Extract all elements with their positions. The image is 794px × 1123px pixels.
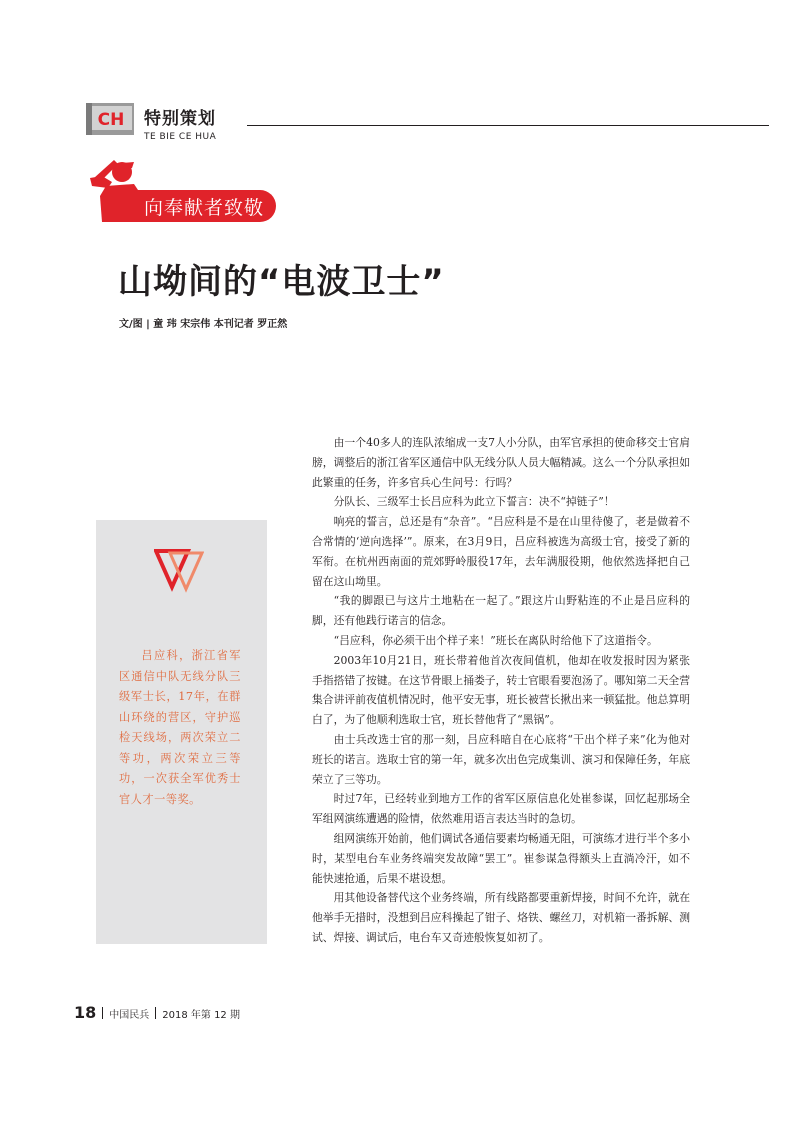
article-title: 山坳间的“电波卫士” <box>118 262 445 302</box>
paragraph: 分队长、三级军士长吕应科为此立下誓言：决不“掉链子”！ <box>333 495 615 509</box>
paragraph: 用其他设备替代这个业务终端，所有线路都要重新焊接，时间不允许，就在他举手无措时，没想到吕应科操起了钳子、烙铁、螺丝刀，对机箱一番拆解、测试、焊接、调试后，电台车又奇迹般恢复如初了。 <box>312 891 690 944</box>
paragraph: 响亮的誓言，总还是有“杂音”。“吕应科是不是在山里待傻了，老是做着不合常情的‘逆向选择’”。原来，在3月9日，吕应科被选为高级士官，接受了新的军衔。在杭州西南面的荒郊野岭服役17年，去年满服役期，他依然选择把自己留在这山坳里。 <box>312 515 690 588</box>
paragraph: 组网演练开始前，他们调试各通信要素均畅通无阻，可演练才进行半个多小时，某型电台车业务终端突发故障“罢工”。崔参谋急得额头上直淌冷汗，如不能快速抢通，后果不堪设想。 <box>312 831 690 885</box>
footer-divider <box>102 1007 103 1019</box>
ch-logo-text: CH <box>97 110 125 130</box>
header-rule <box>247 125 769 126</box>
banner-text: 向奉献者致敬 <box>144 197 265 219</box>
triangle-icon <box>154 547 204 593</box>
page-footer <box>74 1003 240 1022</box>
paragraph: 2003年10月21日，班长带着他首次夜间值机，他却在收发报时因为紧张手指搭错了按键。在这节骨眼上捅娄子，转士官眼看要泡汤了。哪知第二天全营集合讲评前夜值机情况时，他平安无事，班长被营长揪出来一顿猛批。他总算明白了，为了他顺利选取士官，班长替他背了“黑锅”。 <box>312 653 690 727</box>
paragraph: “我的脚跟已与这片土地粘在一起了。”跟这片山野粘连的不止是吕应科的脚，还有他践行诺言的信念。 <box>312 594 690 628</box>
paragraph: “吕应科，你必须干出个样子来！”班长在离队时给他下了这道指令。 <box>333 633 658 647</box>
sidebar-text: 吕应科，浙江省军区通信中队无线分队三级军士长，17年，在群山环绕的营区，守护巡检天线场，两次荣立二等功，两次荣立三等功，一次获全军优秀士官人才一等奖。 <box>119 649 241 806</box>
byline: 文/图 | 童 玮 宋宗伟 本刊记者 罗正然 <box>119 319 288 330</box>
section-title: 特别策划 <box>144 109 216 129</box>
ch-logo <box>86 103 134 135</box>
section-subtitle: TE BIE CE HUA <box>144 132 217 142</box>
page-number: 18 <box>74 1003 97 1022</box>
paragraph: 时过7年，已经转业到地方工作的省军区原信息化处崔参谋，回忆起那场全军组网演练遭遇的险情，依然难用语言表达当时的急切。 <box>312 792 690 826</box>
article-body <box>312 433 690 948</box>
paragraph: 由士兵改选士官的那一刻，吕应科暗自在心底将“干出个样子来”化为他对班长的诺言。选取士官的第一年，就多次出色完成集训、演习和保障任务，年底荣立了三等功。 <box>312 732 690 786</box>
magazine-name: 中国民兵 <box>109 1010 150 1021</box>
footer-divider <box>155 1007 156 1019</box>
issue-label: 2018 年第 12 期 <box>162 1010 240 1021</box>
paragraph: 由一个40多人的连队浓缩成一支7人小分队，由军官承担的使命移交士官肩膀，调整后的浙江省军区通信中队无线分队人员大幅精减。这么一个分队承担如此繁重的任务，许多官兵心生问号：行吗？ <box>312 436 690 489</box>
